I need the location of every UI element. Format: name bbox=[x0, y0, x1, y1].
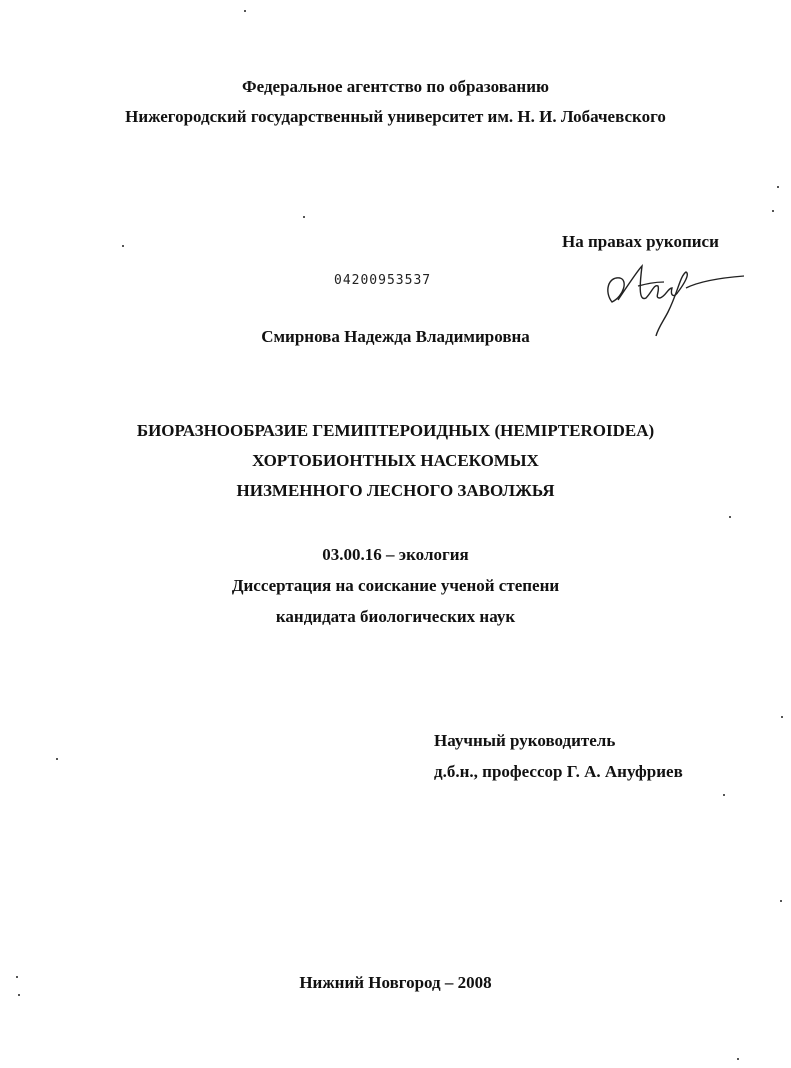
scan-speck bbox=[777, 186, 779, 188]
specialty: 03.00.16 – экология bbox=[322, 545, 469, 564]
title-line-2: ХОРТОБИОНТНЫХ НАСЕКОМЫХ bbox=[252, 451, 539, 470]
scan-speck bbox=[122, 245, 124, 247]
scan-speck bbox=[56, 758, 58, 760]
rights-note: На правах рукописи bbox=[562, 232, 719, 251]
scan-speck bbox=[772, 210, 774, 212]
scan-speck bbox=[244, 10, 246, 12]
footer-city-year: Нижний Новгород – 2008 bbox=[299, 973, 492, 992]
degree-line-2: кандидата биологических наук bbox=[275, 607, 516, 626]
scan-speck bbox=[723, 794, 725, 796]
supervisor-role: Научный руководитель bbox=[434, 731, 616, 750]
scan-speck bbox=[737, 1058, 739, 1060]
scan-speck bbox=[729, 516, 731, 518]
scan-speck bbox=[303, 216, 305, 218]
degree-line-1: Диссертация на соискание ученой степени bbox=[231, 576, 560, 595]
title-line-1: БИОРАЗНООБРАЗИЕ ГЕМИПТЕРОИДНЫХ (HEMIPTEROIDEA) bbox=[136, 421, 655, 440]
archive-number: 04200953537 bbox=[334, 273, 432, 288]
supervisor-name: д.б.н., профессор Г. А. Ануфриев bbox=[434, 762, 683, 781]
university-heading: Нижегородский государственный университет им. Н. И. Лобачевского bbox=[125, 107, 666, 126]
agency-heading: Федеральное агентство по образованию bbox=[242, 77, 549, 96]
scan-speck bbox=[18, 994, 20, 996]
scan-speck bbox=[780, 900, 782, 902]
scan-speck bbox=[16, 976, 18, 978]
scan-speck bbox=[781, 716, 783, 718]
author-name: Смирнова Надежда Владимировна bbox=[261, 327, 530, 346]
title-line-3: НИЗМЕННОГО ЛЕСНОГО ЗАВОЛЖЬЯ bbox=[236, 481, 555, 500]
